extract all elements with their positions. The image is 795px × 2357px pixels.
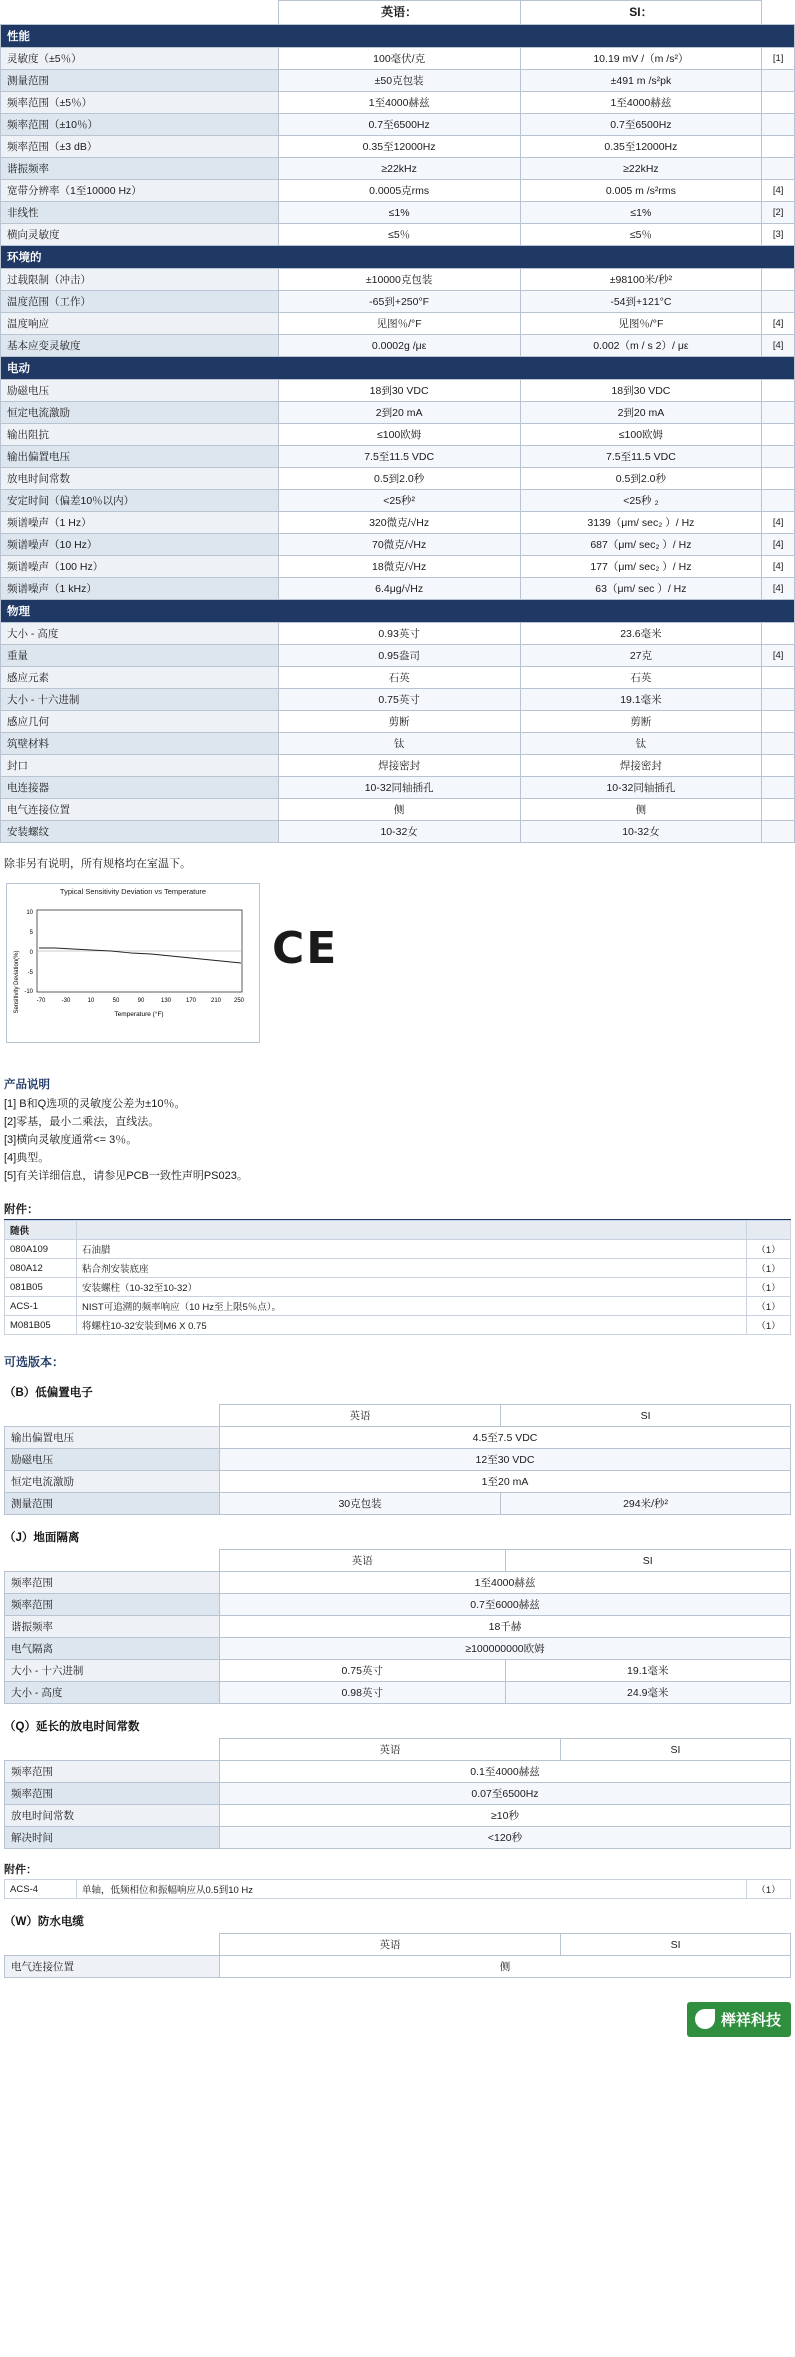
option-row: 频率范围 1至4000赫兹 — [5, 1572, 791, 1594]
option-w-header-si: SI — [561, 1934, 791, 1956]
spec-row: 电气连接位置 侧 侧 — [1, 799, 795, 821]
attachments-header-desc — [77, 1221, 747, 1240]
attachment-row: 080A109 石油腊 （1） — [5, 1240, 791, 1259]
attachment-row: 080A12 粘合剂安装底座 （1） — [5, 1259, 791, 1278]
option-row: 谐振频率 18千赫 — [5, 1616, 791, 1638]
figure-area — [0, 877, 795, 1062]
svg-text:-70: -70 — [36, 998, 46, 1004]
spec-row: 电连接器 10-32同轴插孔 10-32同轴插孔 — [1, 777, 795, 799]
svg-text:130: 130 — [160, 998, 172, 1004]
option-b-header-english: 英语 — [220, 1405, 501, 1427]
spec-row: 恒定电流激励 2到20 mA 2到20 mA — [1, 402, 795, 424]
chart-svg — [7, 896, 259, 1034]
option-j-header-row — [5, 1550, 791, 1572]
section-header-environmental: 环境的 — [1, 246, 795, 269]
svg-text:5: 5 — [29, 930, 33, 936]
option-j-header-english: 英语 — [220, 1550, 506, 1572]
option-j-header-si: SI — [505, 1550, 791, 1572]
spec-row: 放电时间常数 0.5到2.0秒 0.5到2.0秒 — [1, 468, 795, 490]
spec-row: 测量范围 ±50克包装 ±491 m /s²pk — [1, 70, 795, 92]
option-row: 恒定电流激励 1至20 mA — [5, 1471, 791, 1493]
product-notes-list — [4, 1096, 791, 1185]
attachments-header-qty — [747, 1221, 791, 1240]
option-row: 大小 - 十六进制 0.75英寸 19.1毫米 — [5, 1660, 791, 1682]
option-row: 测量范围 30克包装 294米/秒² — [5, 1493, 791, 1515]
svg-text:Temperature (°F): Temperature (°F) — [114, 1011, 164, 1018]
svg-text:-30: -30 — [61, 998, 71, 1004]
svg-text:250: 250 — [233, 998, 245, 1004]
spec-row: 输出偏置电压 7.5至11.5 VDC 7.5至11.5 VDC — [1, 446, 795, 468]
product-note-item: [5]有关详细信息，请参见PCB一致性声明PS023。 — [4, 1170, 248, 1183]
spec-row: 安定时间（偏差10％以内） <25秒² <25秒 ₂ — [1, 490, 795, 512]
option-w-title: （W）防水电缆 — [4, 1916, 84, 1929]
spec-row: 安装螺纹 10-32女 10-32女 — [1, 821, 795, 843]
sensitivity-deviation-chart — [6, 883, 260, 1043]
spec-row: 基本应变灵敏度 0.0002g /με 0.002（m / s 2）/ με [4] — [1, 335, 795, 357]
spec-row: 非线性 ≤1% ≤1% [2] — [1, 202, 795, 224]
option-b-header-row — [5, 1405, 791, 1427]
spec-row: 频率范围（±3 dB） 0.35至12000Hz 0.35至12000Hz — [1, 136, 795, 158]
option-row: 频率范围 0.07至6500Hz — [5, 1783, 791, 1805]
option-q-header-english: 英语 — [220, 1739, 561, 1761]
attachments-title: 附件： — [4, 1204, 39, 1217]
option-q-header-si: SI — [560, 1739, 790, 1761]
chart-title: Typical Sensitivity Deviation vs Temperature — [59, 887, 207, 896]
leaf-icon — [695, 2009, 715, 2029]
spec-row: 封口 焊接密封 焊接密封 — [1, 755, 795, 777]
attachment-row: ACS-4 单轴，低频相位和振幅响应从0.5到10 Hz （1） — [5, 1880, 791, 1899]
room-temperature-note: 除非另有说明，所有规格均在室温下。 — [4, 858, 191, 870]
attachment-row: ACS-1 NIST可追溯的频率响应（10 Hz至上限5％点）。 （1） — [5, 1297, 791, 1316]
section-header-physical: 物理 — [1, 600, 795, 623]
svg-text:10: 10 — [26, 910, 33, 916]
option-row: 励磁电压 12至30 VDC — [5, 1449, 791, 1471]
option-row: 频率范围 0.7至6000赫兹 — [5, 1594, 791, 1616]
header-english: 英语： — [278, 1, 520, 25]
svg-text:90: 90 — [137, 998, 145, 1004]
header-si: SI： — [520, 1, 762, 25]
header-blank — [1, 1, 279, 25]
option-row: 频率范围 0.1至4000赫兹 — [5, 1761, 791, 1783]
svg-text:Sensitivity Deviation(%): Sensitivity Deviation(%) — [14, 950, 20, 1014]
attachment-row: 081B05 安装螺柱（10-32至10-32） （1） — [5, 1278, 791, 1297]
spec-row: 灵敏度（±5％） 100毫伏/克 10.19 mV /（m /s²） [1] — [1, 48, 795, 70]
option-q-table — [4, 1738, 791, 1849]
optional-versions-title: 可选版本： — [4, 1355, 65, 1370]
spec-row: 温度范围（工作） -65到+250°F -54到+121°C — [1, 291, 795, 313]
option-b-title: （B）低偏置电子 — [4, 1387, 93, 1400]
spec-row: 频谱噪声（10 Hz） 70微克/√Hz 687（μm/ sec₂ ）/ Hz [4] — [1, 534, 795, 556]
section-header-electrical: 电动 — [1, 357, 795, 380]
option-w-header-row — [5, 1934, 791, 1956]
option-row: 输出偏置电压 4.5至7.5 VDC — [5, 1427, 791, 1449]
header-ref — [762, 1, 795, 25]
section-header-performance: 性能 — [1, 25, 795, 48]
spec-row: 大小 - 十六进制 0.75英寸 19.1毫米 — [1, 689, 795, 711]
option-q-attachment-table — [4, 1879, 791, 1899]
product-note-item: [3]横向灵敏度通常<= 3％。 — [4, 1134, 138, 1147]
spec-row: 过载限制（冲击） ±10000克包装 ±98100米/秒² — [1, 269, 795, 291]
spec-row: 谐振频率 ≥22kHz ≥22kHz — [1, 158, 795, 180]
svg-text:170: 170 — [185, 998, 197, 1004]
spec-row: 感应几何 剪断 剪断 — [1, 711, 795, 733]
spec-row: 大小 - 高度 0.93英寸 23.6毫米 — [1, 623, 795, 645]
option-row: 电气连接位置 侧 — [5, 1956, 791, 1978]
option-j-title: （J）地面隔离 — [4, 1532, 80, 1545]
spec-row: 温度响应 见图％/°F 见图％/°F [4] — [1, 313, 795, 335]
attachments-table — [4, 1220, 791, 1335]
option-j-table — [4, 1549, 791, 1704]
option-row: 大小 - 高度 0.98英寸 24.9毫米 — [5, 1682, 791, 1704]
product-notes-title: 产品说明 — [4, 1079, 50, 1091]
spec-row: 频率范围（±10％） 0.7至6500Hz 0.7至6500Hz — [1, 114, 795, 136]
product-note-item: [4]典型。 — [4, 1152, 50, 1165]
spec-row: 频谱噪声（100 Hz） 18微克/√Hz 177（μm/ sec₂ ）/ Hz [4] — [1, 556, 795, 578]
spec-row: 频谱噪声（1 Hz） 320微克/√Hz 3139（μm/ sec₂ ）/ Hz [4] — [1, 512, 795, 534]
product-note-item: [1] B和Q选项的灵敏度公差为±10％。 — [4, 1098, 186, 1110]
spec-row: 输出阻抗 ≤100欧姆 ≤100欧姆 — [1, 424, 795, 446]
svg-text:10: 10 — [87, 998, 95, 1004]
option-q-title: （Q）延长的放电时间常数 — [4, 1721, 140, 1734]
company-logo — [687, 2002, 791, 2037]
footer — [0, 2000, 795, 2046]
table-header-row — [1, 1, 795, 25]
option-w-header-english: 英语 — [220, 1934, 561, 1956]
svg-text:-10: -10 — [24, 989, 33, 995]
attachments-header-row — [5, 1221, 791, 1240]
spec-row: 横向灵敏度 ≤5％ ≤5％ [3] — [1, 224, 795, 246]
product-note-item: [2]零基，最小二乘法，直线法。 — [4, 1116, 160, 1129]
svg-text:-5: -5 — [27, 970, 33, 976]
spec-row: 宽带分辨率（1至10000 Hz） 0.0005克rms 0.005 m /s²rms [4] — [1, 180, 795, 202]
spec-row: 励磁电压 18到30 VDC 18到30 VDC — [1, 380, 795, 402]
option-row: 解决时间 <120秒 — [5, 1827, 791, 1849]
spec-row: 频谱噪声（1 kHz） 6.4μg/√Hz 63（μm/ sec ）/ Hz [4] — [1, 578, 795, 600]
svg-text:50: 50 — [112, 998, 120, 1004]
option-b-table — [4, 1404, 791, 1515]
option-q-header-row — [5, 1739, 791, 1761]
spec-row: 筑壁材料 钛 钛 — [1, 733, 795, 755]
spec-row: 频率范围（±5％） 1至4000赫兹 1至4000赫兹 — [1, 92, 795, 114]
attachments-header-label: 随供 — [5, 1221, 77, 1240]
company-name: 榉祥科技 — [720, 2012, 781, 2030]
specification-table — [0, 0, 795, 843]
option-w-table — [4, 1933, 791, 1978]
attachment-row: M081B05 将螺柱10-32安装到M6 X 0.75 （1） — [5, 1316, 791, 1335]
option-row: 电气隔离 ≥100000000欧姆 — [5, 1638, 791, 1660]
option-q-attachment-title: 附件： — [4, 1864, 37, 1877]
spec-row: 重量 0.95盎司 27克 [4] — [1, 645, 795, 667]
option-row: 放电时间常数 ≥10秒 — [5, 1805, 791, 1827]
svg-text:0: 0 — [29, 950, 33, 956]
ce-mark-icon: CE — [272, 923, 339, 974]
spec-row: 感应元素 石英 石英 — [1, 667, 795, 689]
svg-text:210: 210 — [210, 998, 222, 1004]
option-b-header-si: SI — [501, 1405, 791, 1427]
